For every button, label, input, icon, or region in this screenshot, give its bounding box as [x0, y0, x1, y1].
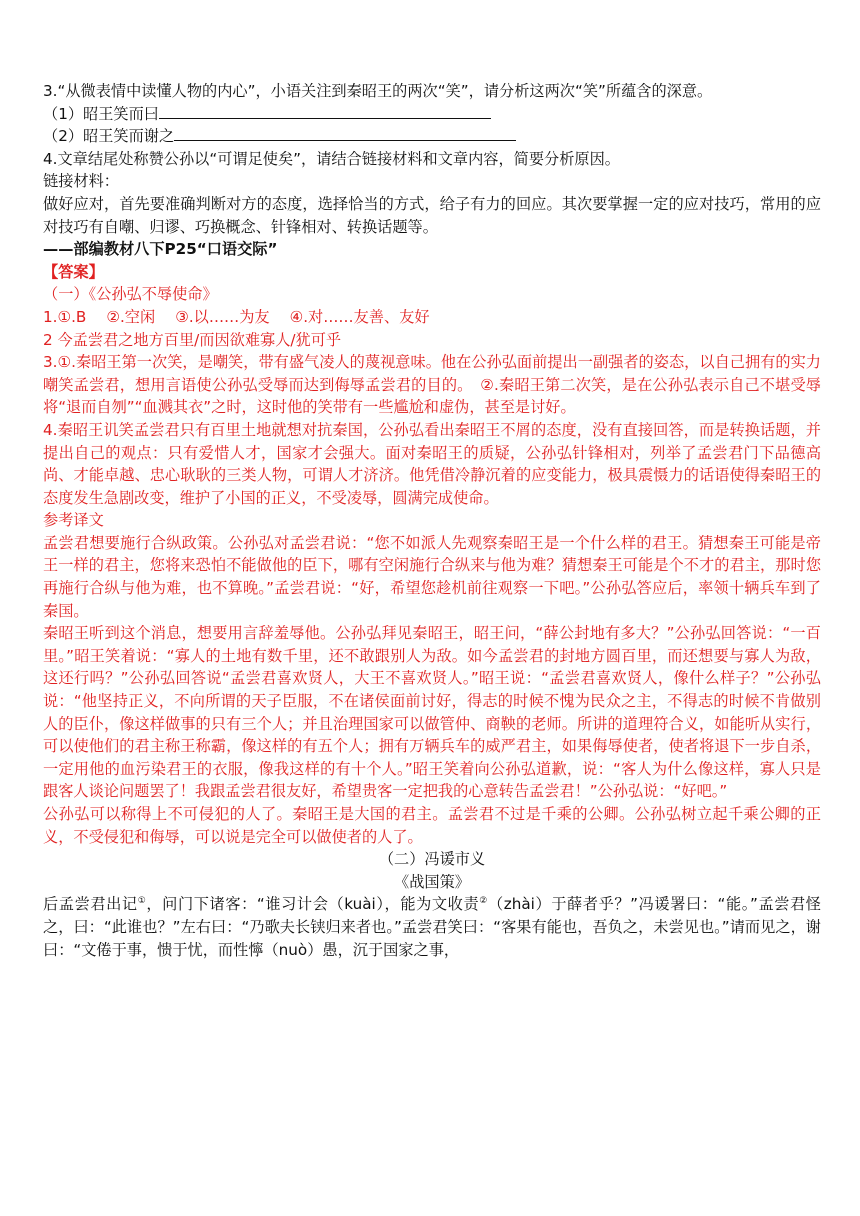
section-2-text-b: ，问门下诸客：“谁习计会（kuài），能为文收责	[146, 895, 480, 914]
translation-label: 参考译文	[43, 511, 104, 530]
question-3-1-text: （1）昭王笑而曰	[43, 104, 159, 123]
translation-paragraph-3: 公孙弘可以称得上不可侵犯的人了。秦昭王是大国的君主。孟尝君不过是千乘的公卿。公孙弘树立起千乘公卿的正义，不受侵犯和侮辱，可以说是完全可以做使者的人了。	[43, 805, 821, 846]
footnote-2-marker[interactable]: ②	[479, 896, 488, 907]
link-material-label: 链接材料：	[43, 172, 119, 191]
question-3-2-text: （2）昭王笑而谢之	[43, 127, 175, 146]
answer-section-title: （一）《公孙弘不辱使命》	[43, 285, 218, 304]
answer-heading: 【答案】	[43, 262, 104, 281]
translation-paragraph-1: 孟尝君想要施行合纵政策。公孙弘对孟尝君说：“您不如派人先观察秦昭王是一个什么样的君王。猜想秦王可能是帝王一样的君主，您将来恐怕不能做他的臣下，哪有空闲施行合纵来与他为难？猜想秦王可能是个不才的君主，那时您再施行合纵与他为难，也不算晚。”孟尝君说：“好，希望您趁机前往观察一下吧。”公孙弘答应后，率领十辆兵车到了秦国。	[43, 533, 821, 620]
section-2-text-c: （zhài）于薛者乎？”冯谖署曰：“能。”孟尝君怪之，曰：“此谁也？”左右曰：“乃歌夫长铗归来者也。”孟尝君笑曰：“客果有能也，吾负之，未尝见也。”请而见之，谢曰：“文倦于事，愦于忧，而性懧（nuò）愚，沉于国家之事，	[43, 895, 821, 959]
answer-4: 4.秦昭王讥笑孟尝君只有百里土地就想对抗秦国，公孙弘看出秦昭王不屑的态度，没有直接回答，而是转换话题，并提出自己的观点：只有爱惜人才，国家才会强大。面对秦昭王的质疑，公孙弘针锋相对，列举了孟尝君门下品德高尚、才能卓越、忠心耿耿的三类人物，可谓人才济济。他凭借冷静沉着的应变能力，极具震慑力的话语使得秦昭王的态度发生急剧改变，维护了小国的正义，不受凌辱，圆满完成使命。	[43, 420, 821, 507]
answer-3: 3.①.秦昭王第一次笑，是嘲笑，带有盛气凌人的蔑视意味。他在公孙弘面前提出一副强者的姿态，以自己拥有的实力嘲笑孟尝君，想用言语使公孙弘受辱而达到侮辱孟尝君的目的。 ②.秦昭王第二次笑，是在公孙弘表示自己不堪受辱将“退而自刎”“血溅其衣”之时，这时他的笑带有一些尴尬和虚伪，甚至是讨好。	[43, 353, 821, 417]
question-3-1	[43, 103, 821, 126]
link-material-text: 做好应对，首先要准确判断对方的态度，选择恰当的方式，给子有力的回应。其次要掌握一定的应对技巧，常用的应对技巧有自嘲、归谬、巧换概念、针锋相对、转换话题等。	[43, 194, 821, 236]
section-2-text-a: 后孟尝君出记	[43, 895, 138, 914]
answer-blank-2[interactable]	[174, 126, 516, 141]
document-page	[43, 80, 821, 961]
question-3-2	[43, 125, 821, 148]
answer-1: 1.①.B ②.空闲 ③.以……为友 ④.对……友善、友好	[43, 307, 430, 326]
section-2-title: （二）冯谖市义	[378, 850, 486, 869]
question-4: 4.文章结尾处称赞公孙以“可谓足使矣”，请结合链接材料和文章内容，简要分析原因。	[43, 149, 620, 168]
answer-blank-1[interactable]	[159, 104, 491, 119]
answer-2: 2 今孟尝君之地方百里/而因欲难寡人/犹可乎	[43, 330, 342, 349]
section-2-text	[43, 893, 821, 961]
question-3: 3.“从微表情中读懂人物的内心”，小语关注到秦昭王的两次“笑”，请分析这两次“笑”所蕴含的深意。	[43, 82, 713, 100]
link-material-source: ——部编教材八下P25“口语交际”	[43, 240, 278, 259]
section-2-source: 《战国策》	[394, 872, 470, 891]
translation-paragraph-2: 秦昭王听到这个消息，想要用言辞羞辱他。公孙弘拜见秦昭王，昭王问，“薛公封地有多大？”公孙弘回答说：“一百里。”昭王笑着说：“寡人的土地有数千里，还不敢跟别人为敌。如今孟尝君的封地方圆百里，而还想要与寡人为敌，这还行吗？”公孙弘回答说“孟尝君喜欢贤人，大王不喜欢贤人。”昭王说：“孟尝君喜欢贤人，像什么样子？”公孙弘说：“他坚持正义，不向所谓的天子臣服，不在诸侯面前讨好，得志的时候不愧为民众之主，不得志的时候不肯做别人的臣仆，像这样做事的只有三个人；并且治理国家可以做管仲、商鞅的老师。所讲的道理符合义，如能听从实行，可以使他们的君主称王称霸，像这样的有五个人；拥有万辆兵车的威严君主，如果侮辱使者，使者将退下一步自杀，一定用他的血污染君王的衣服，像我这样的有十个人。”昭王笑着向公孙弘道歉，说：“客人为什么像这样，寡人只是跟客人谈论问题罢了！我跟孟尝君很友好，希望贵客一定把我的心意转告孟尝君！”公孙弘说：“好吧。”	[43, 624, 821, 801]
footnote-1-marker[interactable]: ①	[137, 896, 147, 907]
